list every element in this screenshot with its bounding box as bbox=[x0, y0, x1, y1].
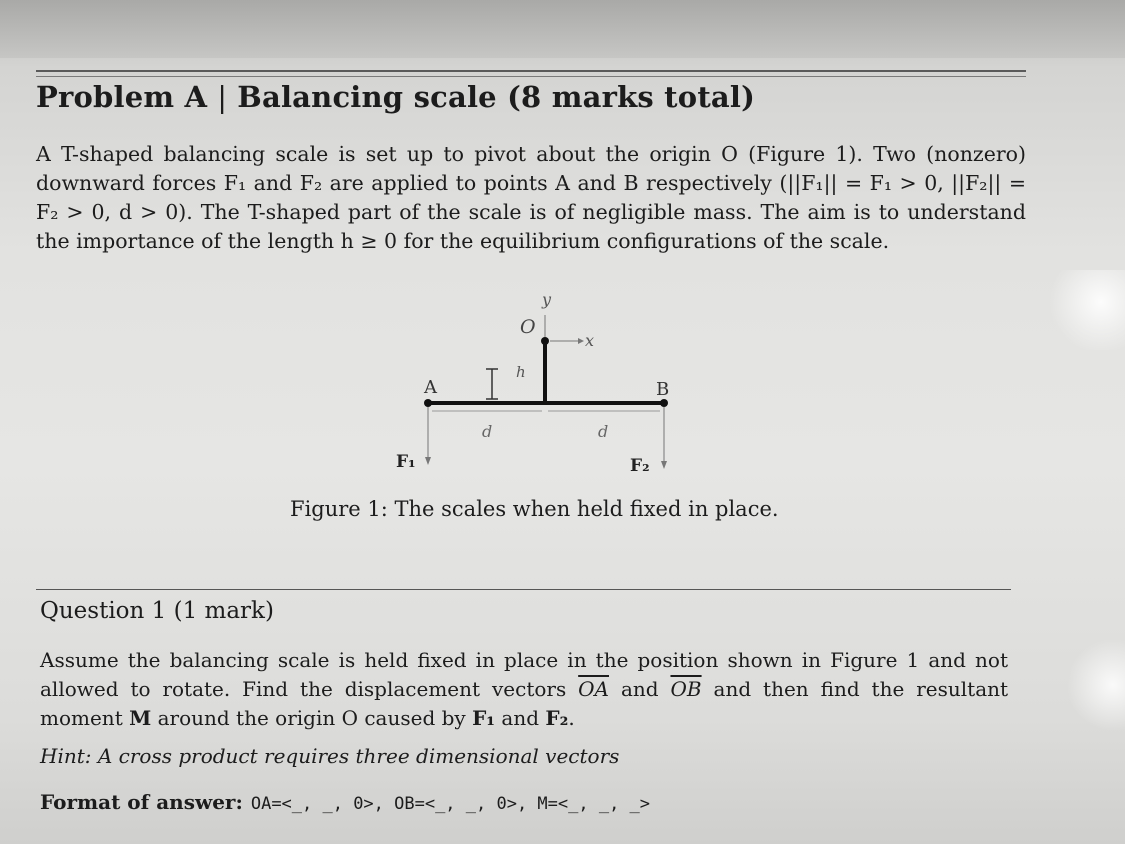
force-f1-label: F₁ bbox=[396, 452, 416, 472]
light-glare bbox=[1045, 270, 1125, 350]
answer-format bbox=[40, 790, 650, 814]
origin-label: O bbox=[520, 316, 536, 338]
force-f1-arrow-head bbox=[425, 457, 431, 465]
question-text-3: around the origin O caused by bbox=[157, 706, 466, 730]
force-f2-symbol: F₂ bbox=[545, 706, 569, 730]
force-f2-label: F₂ bbox=[630, 456, 650, 476]
photo-background-top bbox=[0, 0, 1125, 58]
light-glare bbox=[1065, 640, 1125, 730]
format-value: OA=<_, _, 0>, OB=<_, _, 0>, M=<_, _, _> bbox=[250, 794, 651, 814]
section-divider bbox=[36, 589, 1011, 590]
problem-label: Problem A bbox=[36, 80, 208, 114]
h-label: h bbox=[516, 363, 526, 381]
x-arrow-head bbox=[578, 338, 584, 344]
force-f2-arrow-head bbox=[661, 461, 667, 469]
header-rule bbox=[36, 76, 1026, 77]
problem-paragraph: A T-shaped balancing scale is set up to pivot about the origin O (Figure 1). Two (nonzero) downward forces F₁ and F₂ are applied to points A and B respectively (||F₁|| = F₁ > 0, ||F₂|| = F₂ > 0, d > 0). The T-shaped part of the scale is of negligible mass. The aim is to understand the importance of the length h ≥ 0 for the equilibrium configurations of the scale. bbox=[36, 142, 1026, 253]
question-body bbox=[40, 646, 1008, 733]
hint-text: Hint: A cross product requires three dimensional vectors bbox=[40, 744, 620, 768]
point-b bbox=[660, 399, 668, 407]
question-text-1: Assume the balancing scale is held fixed in place in the position shown in Figure 1 and not allowed to rotate. Find the displacement vectors bbox=[40, 648, 1008, 701]
format-label: Format of answer: bbox=[40, 790, 243, 814]
question-title: Question 1 (1 mark) bbox=[40, 598, 274, 624]
problem-heading: Balancing scale (8 marks total) bbox=[237, 80, 756, 114]
x-axis-label: x bbox=[585, 331, 595, 350]
conjunction: and bbox=[620, 677, 659, 701]
d-label-right: d bbox=[598, 422, 609, 441]
d-label-left: d bbox=[482, 422, 493, 441]
problem-title bbox=[36, 80, 755, 114]
period: . bbox=[568, 706, 575, 730]
moment-symbol: M bbox=[129, 706, 152, 730]
point-a-label: A bbox=[424, 377, 437, 398]
vector-oa: $\overline{OA}$ bbox=[578, 677, 609, 701]
y-axis-label: y bbox=[542, 290, 552, 309]
question-text-2: and then find the resultant moment bbox=[40, 677, 1009, 730]
vector-ob: $\overline{OB}$ bbox=[670, 677, 702, 701]
problem-description bbox=[36, 140, 1026, 256]
figure-caption: Figure 1: The scales when held fixed in place. bbox=[290, 497, 779, 521]
figure-1-diagram bbox=[380, 285, 720, 485]
header-rule bbox=[36, 70, 1026, 72]
title-separator: | bbox=[217, 80, 228, 114]
point-b-label: B bbox=[656, 379, 670, 400]
point-a bbox=[424, 399, 432, 407]
conjunction: and bbox=[501, 706, 540, 730]
force-f1-symbol: F₁ bbox=[472, 706, 496, 730]
